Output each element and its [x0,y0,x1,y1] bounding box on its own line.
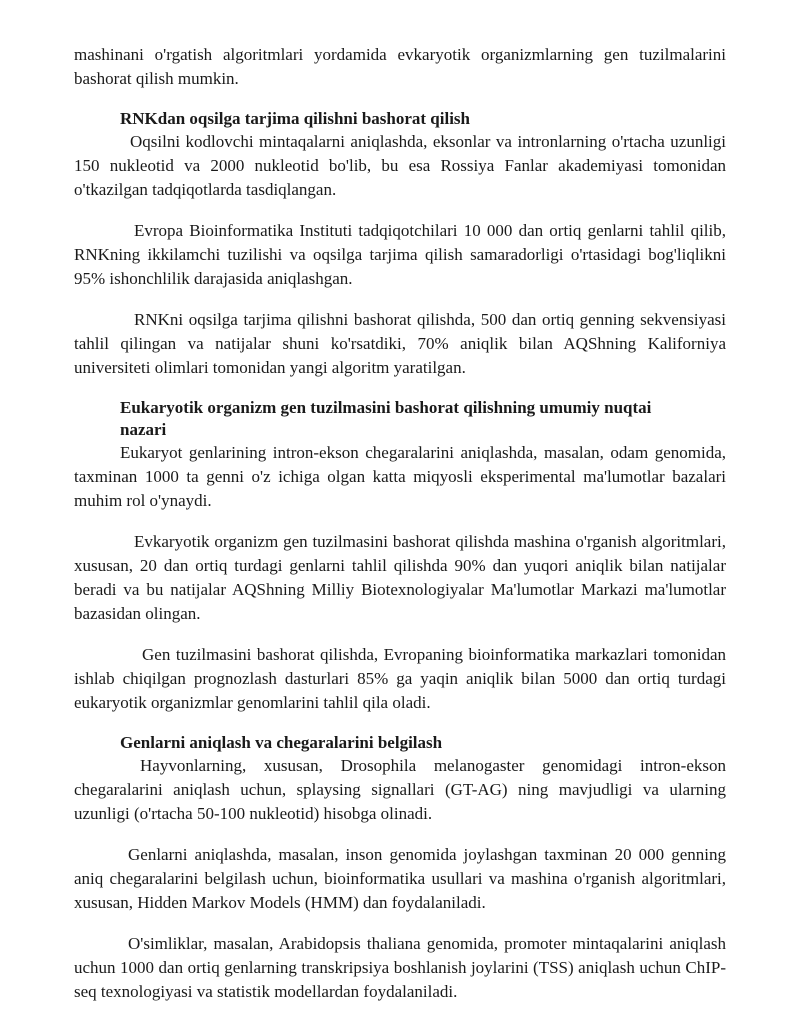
paragraph: Evkaryotik organizm gen tuzilmasini bashorat qilishda mashina o'rganish algoritmlari, xususan, 20 dan ortiq turdagi genlarni tahlil qilishda 90% dan yuqori aniqlik bilan natijalar beradi va bu natijalar AQShning Milliy Biotexnologiyalar Ma'lumotlar Markazi ma'lumotlar bazasidan olingan. [74,532,726,623]
section-heading-rna-translation: RNKdan oqsilga tarjima qilishni bashorat qilish [120,109,471,128]
paragraph: RNKni oqsilga tarjima qilishni bashorat qilishda, 500 dan ortiq genning sekvensiyasi tahlil qilingan va natijalar shuni ko'rsatdiki, 70% aniqlik bilan AQShning Kaliforniya universiteti olimlari tomonidan yangi algoritm yaratilgan. [74,310,726,377]
paragraph: Eukaryot genlarining intron-ekson chegaralarini aniqlashda, masalan, odam genomida, taxminan 1000 ta genni o'z ichiga olgan katta miqyosli eksperimental ma'lumotlar bazalari muhim rol o'ynaydi. [74,443,726,510]
intro-paragraph: mashinani o'rgatish algoritmlari yordamida evkaryotik organizmlarning gen tuzilmalarini bashorat qilish mumkin. [74,45,726,88]
paragraph: Hayvonlarning, xususan, Drosophila melanogaster genomidagi intron-ekson chegaralarini aniqlash uchun, splaysing signallari (GT-AG) ning mavjudligi va ularning uzunligi (o'rtacha 50-100 nukleotid) hisobga olinadi. [74,756,726,823]
section-heading-gene-boundaries: Genlarni aniqlash va chegaralarini belgilash [120,733,443,752]
paragraph: Gen tuzilmasini bashorat qilishda, Evropaning bioinformatika markazlari tomonidan ishlab chiqilgan prognozlash dasturlari 85% ga yaqin aniqlik bilan 5000 dan ortiq turdagi eukaryotik organizmlar genomlarini tahlil qila oladi. [74,645,726,712]
paragraph: Genlarni aniqlashda, masalan, inson genomida joylashgan taxminan 20 000 genning aniq chegaralarini belgilash uchun, bioinformatika usullari va mashina o'rganish algoritmlari, xususan, Hidden Markov Models (HMM) dan foydalaniladi. [74,845,726,912]
paragraph: O'simliklar, masalan, Arabidopsis thaliana genomida, promoter mintaqalarini aniqlash uchun 1000 dan ortiq genlarning transkripsiya boshlanish joylarini (TSS) aniqlash uchun ChIP-seq texnologiyasi va statistik modellardan foydalaniladi. [74,934,726,1001]
paragraph: Evropa Bioinformatika Instituti tadqiqotchilari 10 000 dan ortiq genlarni tahlil qilib, RNKning ikkilamchi tuzilishi va oqsilga tarjima qilish samaradorligi o'rtasidagi bog'liqlikni 95% ishonchlilik darajasida aniqlashgan. [74,221,726,288]
section-heading-gene-structure-overview: Eukaryotik organizm gen tuzilmasini bashorat qilishning umumiy nuqtai nazari [120,398,652,439]
paragraph: Oqsilni kodlovchi mintaqalarni aniqlashda, eksonlar va intronlarning o'rtacha uzunligi 150 nukleotid va 2000 nukleotid bo'lib, bu esa Rossiya Fanlar akademiyasi tomonidan o'tkazilgan tadqiqotlarda tasdiqlangan. [74,132,726,199]
